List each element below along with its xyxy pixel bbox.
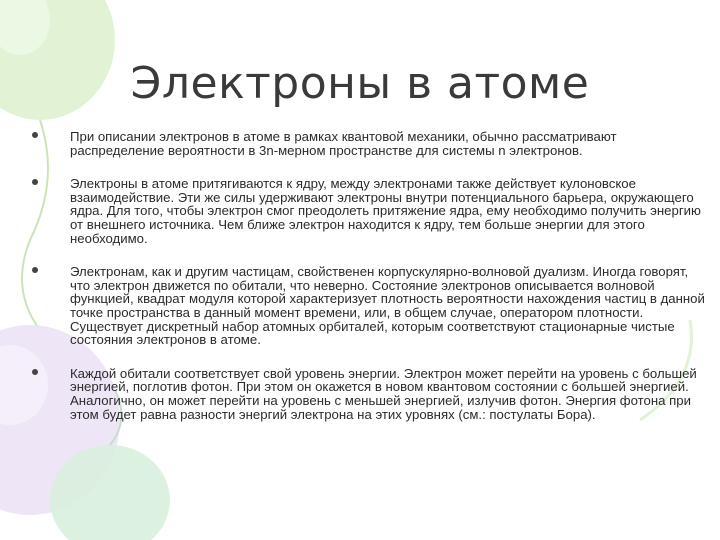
list-item <box>28 265 708 347</box>
list-item <box>28 177 708 245</box>
bullet-list <box>28 126 708 421</box>
bullet-text: Электроны в атоме притягиваются к ядру, между электронами также действует кулоновское взаимодействие. Эти же силы удерживают электроны внутри потенциального барьера, окружающего ядра. Для того, чтобы электрон смог преодолеть притяжение ядра, ему необходимо получить энергию от внешнего источника. Чем ближе электрон находится к ядру, тем больше энергии для этого необходимо. <box>70 176 701 246</box>
bullet-text: При описании электронов в атоме в рамках квантовой механики, обычно рассматривают распределение вероятности в 3n-мерном пространстве для системы n электронов. <box>70 129 617 158</box>
bullet-icon <box>32 132 38 138</box>
list-item <box>28 130 708 157</box>
bullet-icon <box>32 267 38 273</box>
bullet-text: Каждой обитали соответствует свой уровень энергии. Электрон может перейти на уровень с большей энергией, поглотив фотон. При этом он окажется в новом квантовом состоянии с большей энергией. Аналогично, он может перейти на уровень с меньшей энергией, излучив фотон. Энергия фотона при этом будет равна разности энергий электрона на этих уровнях (см.: постулаты Бора). <box>70 365 697 422</box>
bullet-text: Электронам, как и другим частицам, свойственен корпускулярно-волновой дуализм. Иногда говорят, что электрон движется по обитали, что неверно. Состояние электронов описывается волновой функцией, квадрат модуля которой характеризует плотность вероятности нахождения частиц в данной точке пространства в данный момент времени, или, в общем случае, оператором плотности. Существует дискретный набор атомных орбиталей, которым соответствуют стационарные чистые состояния электронов в атоме. <box>70 264 705 348</box>
list-item <box>28 367 708 421</box>
bullet-icon <box>32 369 38 375</box>
slide-title: Электроны в атоме <box>130 58 590 109</box>
bullet-icon <box>32 179 38 185</box>
